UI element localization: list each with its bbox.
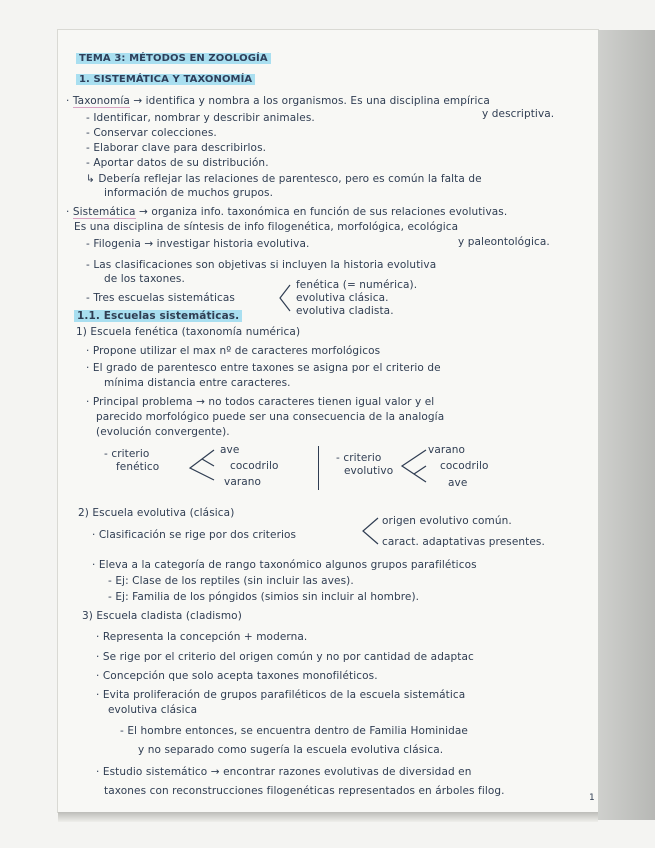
page-number: 1	[589, 793, 595, 803]
taxonomia-def: → identifica y nombra a los organismos. Es una disciplina empírica	[133, 95, 490, 107]
sistematica-def2: Es una disciplina de síntesis de info filogenética, morfológica, ecológica	[74, 221, 459, 233]
sistematica-term: Sistemática	[72, 206, 136, 218]
sistematica-clasificacion-2: de los taxones.	[104, 273, 185, 285]
escuela-branch-3: evolutiva cladista.	[296, 305, 394, 317]
sistematica-line: · Sistemática → organiza info. taxonómica en función de sus relaciones evolutivas.	[66, 206, 508, 218]
evolutivo-item-3: ave	[448, 477, 468, 489]
s3-note-1: - El hombre entonces, se encuentra dentro de Familia Hominidae	[120, 725, 468, 737]
taxonomia-item-1: - Identificar, nombrar y describir animales.	[86, 112, 315, 124]
s3-title: 3) Escuela cladista (cladismo)	[82, 610, 242, 622]
taxonomia-note-2: información de muchos grupos.	[104, 187, 274, 199]
sistematica-filogenia: - Filogenia → investigar historia evolutiva.	[86, 238, 310, 250]
escuela-branch-1: fenética (= numérica).	[296, 279, 418, 291]
criterio-fenetico-label-1: - criterio	[104, 448, 150, 460]
doc-title-text: TEMA 3: MÉTODOS EN ZOOLOGÍA	[76, 53, 271, 64]
escuela-branch-2: evolutiva clásica.	[296, 292, 389, 304]
s2-criterio-2: caract. adaptativas presentes.	[382, 536, 545, 548]
criterio-evolutivo-label-2: evolutivo	[344, 465, 394, 477]
s1-bullet-1: · Propone utilizar el max nº de caracteres morfológicos	[86, 345, 381, 357]
sistematica-escuelas: - Tres escuelas sistemáticas	[86, 292, 235, 304]
section-title	[76, 73, 255, 86]
s3-bullet-6a: · Estudio sistemático → encontrar razones evolutivas de diversidad en	[96, 766, 472, 778]
taxonomia-term: Taxonomía	[72, 95, 130, 107]
s3-bullet-4b: evolutiva clásica	[108, 704, 198, 716]
s2-bullet-1: · Clasificación se rige por dos criterios	[92, 529, 297, 541]
criterios-brace-icon	[360, 516, 380, 546]
taxonomia-def2: y descriptiva.	[482, 108, 555, 120]
taxonomia-item-2: - Conservar colecciones.	[86, 127, 217, 139]
taxonomia-item-4: - Aportar datos de su distribución.	[86, 157, 269, 169]
escuelas-heading	[74, 310, 242, 323]
s3-bullet-1: · Representa la concepción + moderna.	[96, 631, 308, 643]
fenetico-item-2: cocodrilo	[230, 460, 279, 472]
taxonomia-line: · Taxonomía → identifica y nombra a los organismos. Es una disciplina empírica	[66, 95, 490, 107]
s1-bullet-3a: · Principal problema → no todos caracteres tienen igual valor y el	[86, 396, 435, 408]
s3-note-2: y no separado como sugería la escuela evolutiva clásica.	[138, 744, 444, 756]
doc-title	[76, 52, 271, 65]
s2-example-1: - Ej: Clase de los reptiles (sin incluir las aves).	[108, 575, 354, 587]
page-bottom-edge	[58, 812, 598, 822]
evolutivo-item-1: varano	[428, 444, 466, 456]
fenetico-tree-icon	[186, 446, 220, 486]
s3-bullet-6b: taxones con reconstrucciones filogenéticas representados en árboles filog.	[104, 785, 505, 797]
sistematica-def3: y paleontológica.	[458, 236, 550, 248]
evolutivo-item-2: cocodrilo	[440, 460, 489, 472]
fenetico-item-1: ave	[220, 444, 240, 456]
s1-bullet-2b: mínima distancia entre caracteres.	[104, 377, 291, 389]
taxonomia-note-1: ↳ Debería reflejar las relaciones de parentesco, pero es común la falta de	[86, 173, 482, 185]
taxonomia-item-3: - Elaborar clave para describirlos.	[86, 142, 267, 154]
s2-bullet-2: · Eleva a la categoría de rango taxonómico algunos grupos parafiléticos	[92, 559, 477, 571]
escuelas-heading-text: 1.1. Escuelas sistemáticas.	[74, 310, 242, 322]
s2-criterio-1: origen evolutivo común.	[382, 515, 512, 527]
criterio-fenetico-label-2: fenético	[116, 461, 160, 473]
section-title-text: 1. SISTEMÁTICA Y TAXONOMÍA	[76, 74, 255, 85]
sistematica-def: → organiza info. taxonómica en función de sus relaciones evolutivas.	[138, 206, 508, 218]
s1-title: 1) Escuela fenética (taxonomía numérica)	[76, 326, 301, 338]
s3-bullet-2: · Se rige por el criterio del origen común y no por cantidad de adaptac	[96, 651, 474, 663]
s3-bullet-4a: · Evita proliferación de grupos parafiléticos de la escuela sistemática	[96, 689, 466, 701]
criterio-evolutivo-label-1: - criterio	[336, 452, 382, 464]
s1-bullet-3b: parecido morfológico puede ser una consecuencia de la analogía	[96, 411, 445, 423]
criteria-divider	[318, 446, 319, 490]
s1-bullet-2a: · El grado de parentesco entre taxones se asigna por el criterio de	[86, 362, 441, 374]
fenetico-item-3: varano	[224, 476, 262, 488]
s1-bullet-3c: (evolución convergente).	[96, 426, 230, 438]
s3-bullet-3: · Concepción que solo acepta taxones monofiléticos.	[96, 670, 378, 682]
s2-example-2: - Ej: Familia de los póngidos (simios sin incluir al hombre).	[108, 591, 420, 603]
s2-title: 2) Escuela evolutiva (clásica)	[78, 507, 235, 519]
sistematica-clasificacion-1: - Las clasificaciones son objetivas si incluyen la historia evolutiva	[86, 259, 437, 271]
page-shadow	[598, 30, 655, 820]
evolutivo-tree-icon	[398, 446, 432, 488]
